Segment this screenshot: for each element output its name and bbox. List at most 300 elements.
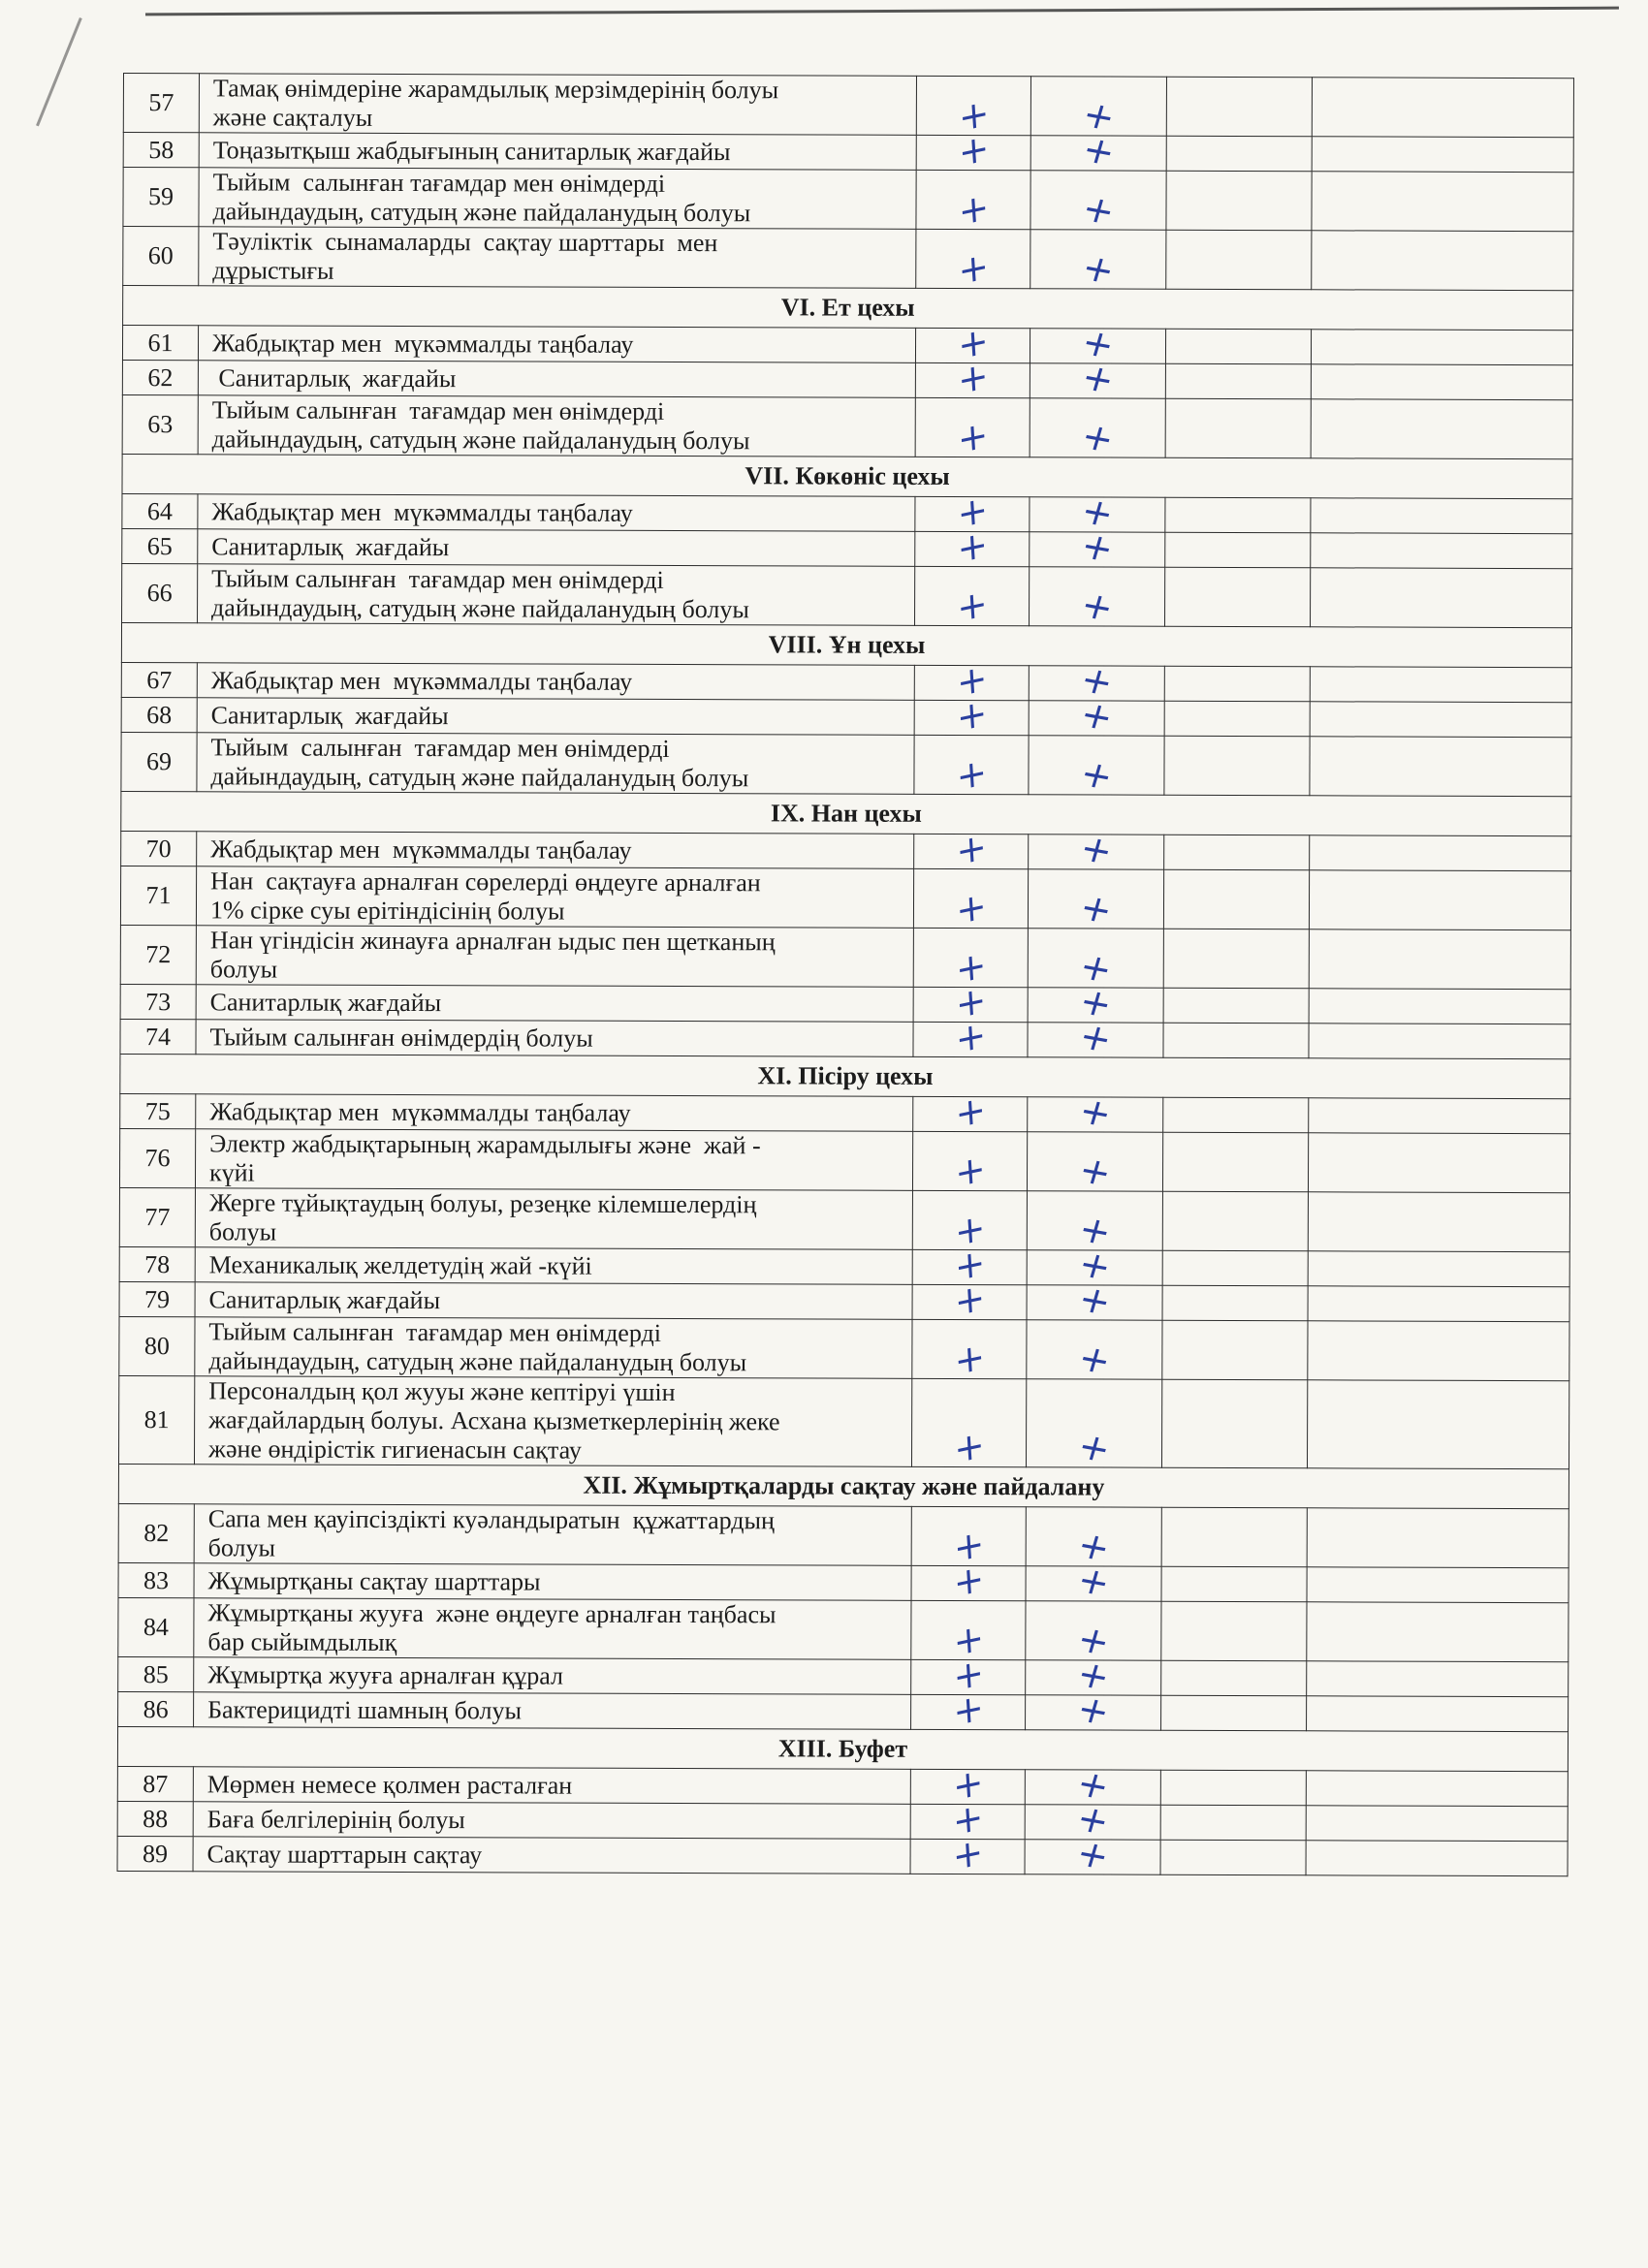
section-row — [123, 286, 1573, 331]
check-mark-cell-1 — [915, 397, 1030, 462]
table-row — [123, 168, 1573, 232]
criterion-cell — [198, 494, 915, 532]
criterion-line: Санитарлық жағдайы — [211, 362, 457, 393]
criterion-line: күйі — [208, 1158, 255, 1187]
criterion-line: Жұмыртқаны жууға және өңдеуге арналған таңбасы — [207, 1598, 776, 1629]
criterion-line: Нан үгіндісін жинауға арналған ыдыс пен щетканың — [209, 926, 776, 957]
handwritten-plus-mark: + — [952, 1556, 986, 1606]
row-number: 77 — [119, 1187, 195, 1246]
section-title: XII. Жұмыртқаларды сақтау және пайдалану — [118, 1464, 1569, 1508]
check-mark-cell-1 — [915, 566, 1030, 631]
criterion-line: Тыйым салынған тағамдар мен өнімдерді — [208, 1317, 662, 1347]
empty-cell-2 — [1307, 1380, 1569, 1469]
criterion-cell — [197, 733, 914, 795]
table-row — [121, 831, 1571, 870]
check-mark-cell-2 — [1029, 692, 1164, 740]
table-row — [120, 925, 1570, 989]
handwritten-plus-mark: + — [1072, 1424, 1116, 1471]
check-mark-cell-2 — [1030, 230, 1166, 293]
handwritten-plus-mark: + — [1074, 1014, 1117, 1061]
row-number: 67 — [121, 662, 197, 697]
criterion-line: Жұмыртқаны сақтау шарттары — [207, 1565, 541, 1596]
empty-cell-2 — [1310, 835, 1571, 871]
section-row — [121, 622, 1571, 667]
handwritten-plus-mark: + — [953, 1240, 987, 1290]
row-number: 61 — [122, 326, 198, 361]
handwritten-plus-mark: + — [1071, 1652, 1115, 1699]
check-mark-cell-2 — [1026, 1686, 1161, 1734]
section-title: IX. Нан цехы — [121, 791, 1571, 835]
check-mark-cell-1 — [916, 170, 1030, 235]
row-number: 76 — [119, 1128, 195, 1187]
criterion-line: жағдайлардың болуы. Асхана қызметкерлерінің жеке — [208, 1405, 780, 1436]
table-row — [122, 493, 1572, 533]
criterion-line: Мөрмен немесе қолмен расталған — [206, 1769, 573, 1800]
criterion-line: және өндірістік гигиенасын сақтау — [207, 1434, 582, 1465]
handwritten-plus-mark: + — [955, 521, 989, 572]
table-row — [118, 1375, 1569, 1468]
check-mark-cell-2 — [1029, 736, 1164, 799]
check-mark-cell-1 — [911, 1685, 1026, 1735]
row-number: 79 — [119, 1281, 195, 1316]
handwritten-plus-mark: + — [953, 1012, 988, 1062]
criterion-cell — [196, 1094, 913, 1132]
criterion-line: Тамақ өнімдеріне жарамдылық мерзімдерінің болуы — [212, 74, 779, 105]
handwritten-plus-mark: + — [951, 1615, 985, 1665]
section-title: XI. Пісіру цехы — [120, 1054, 1570, 1098]
handwritten-plus-mark: + — [1076, 488, 1119, 536]
criterion-cell — [195, 1247, 912, 1285]
empty-cell-2 — [1310, 702, 1571, 738]
section-row — [118, 1464, 1569, 1508]
criterion-line: Нан сақтауға арналған сөрелерді өңдеуге арналған — [210, 866, 761, 898]
criterion-cell — [198, 395, 915, 457]
handwritten-plus-mark: + — [1075, 583, 1119, 630]
handwritten-plus-mark: + — [1071, 1686, 1115, 1734]
handwritten-plus-mark: + — [951, 1650, 985, 1700]
criterion-cell — [196, 1020, 913, 1057]
empty-cell-1 — [1165, 532, 1311, 568]
row-number: 74 — [120, 1019, 196, 1054]
empty-cell-2 — [1307, 1567, 1569, 1603]
handwritten-plus-mark: + — [1072, 1523, 1116, 1570]
empty-cell-2 — [1307, 1661, 1569, 1697]
check-mark-cell-2 — [1030, 355, 1165, 402]
table-row — [118, 1656, 1569, 1696]
empty-cell-2 — [1308, 1286, 1569, 1322]
row-number: 78 — [119, 1246, 195, 1281]
empty-cell-2 — [1306, 1771, 1568, 1807]
empty-cell-2 — [1312, 137, 1573, 173]
handwritten-plus-mark: + — [954, 749, 989, 800]
handwritten-plus-mark: + — [953, 1275, 987, 1325]
criterion-cell — [196, 926, 913, 988]
check-mark-cell-1 — [915, 353, 1030, 403]
empty-cell-1 — [1160, 1805, 1306, 1841]
table-row — [119, 1316, 1569, 1380]
empty-cell-2 — [1309, 989, 1570, 1024]
handwritten-plus-mark: + — [955, 655, 989, 706]
handwritten-plus-mark: + — [954, 883, 988, 933]
empty-cell-1 — [1161, 1507, 1307, 1567]
empty-cell-2 — [1311, 498, 1572, 534]
check-mark-cell-2 — [1026, 1507, 1161, 1570]
criterion-cell — [193, 1767, 910, 1805]
criterion-cell — [195, 1129, 912, 1191]
check-mark-cell-2 — [1028, 929, 1163, 992]
criterion-line: Тыйым салынған тағамдар мен өнімдерді — [210, 733, 670, 763]
handwritten-plus-mark: + — [1076, 320, 1120, 367]
check-mark-cell-1 — [916, 76, 1030, 141]
row-number: 70 — [121, 831, 197, 866]
empty-cell-2 — [1308, 1192, 1569, 1252]
check-mark-cell-1 — [913, 928, 1028, 992]
criterion-cell — [196, 866, 913, 929]
check-mark-cell-1 — [911, 1378, 1026, 1472]
handwritten-plus-mark: + — [1071, 1761, 1115, 1809]
criterion-line: Тоңазытқыш жабдығының санитарлық жағдайы — [212, 135, 731, 166]
row-number: 66 — [122, 563, 198, 622]
check-mark-cell-2 — [1026, 1379, 1161, 1471]
criterion-cell — [195, 1282, 912, 1320]
table-row — [119, 1281, 1569, 1321]
empty-cell-2 — [1309, 1024, 1570, 1059]
section-title: XIII. Буфет — [117, 1726, 1568, 1771]
criterion-line: Санитарлық жағдайы — [208, 1284, 441, 1314]
table-row — [117, 1836, 1568, 1875]
empty-cell-2 — [1309, 1098, 1570, 1134]
check-mark-cell-1 — [912, 1275, 1027, 1325]
empty-cell-1 — [1160, 1770, 1306, 1806]
criterion-cell — [197, 663, 914, 701]
check-mark-cell-2 — [1025, 1831, 1160, 1878]
handwritten-plus-mark: + — [1076, 414, 1120, 461]
criterion-line: Бактерицидті шамның болуы — [207, 1694, 523, 1724]
criterion-line: Тыйым салынған өнімдердің болуы — [209, 1022, 593, 1053]
empty-cell-2 — [1308, 1133, 1569, 1193]
criterion-line: Жабдықтар мен мүкәммалды таңбалау — [210, 834, 632, 865]
empty-cell-1 — [1163, 1097, 1309, 1133]
row-number: 82 — [118, 1503, 194, 1562]
handwritten-plus-mark: + — [1075, 751, 1118, 799]
handwritten-plus-mark: + — [1075, 692, 1119, 740]
handwritten-plus-mark: + — [956, 353, 990, 403]
table-row — [120, 984, 1570, 1024]
criterion-line: дұрыстығы — [212, 256, 334, 285]
handwritten-plus-mark: + — [1077, 186, 1120, 234]
empty-cell-2 — [1307, 1696, 1569, 1732]
section-title: VIII. Ұн цехы — [121, 622, 1571, 667]
empty-cell-1 — [1161, 1601, 1307, 1661]
scan-edge-top — [145, 7, 1619, 24]
check-mark-cell-1 — [912, 1190, 1027, 1255]
handwritten-plus-mark: + — [1076, 245, 1120, 293]
check-mark-cell-1 — [914, 735, 1029, 800]
criterion-cell — [197, 832, 914, 869]
handwritten-plus-mark: + — [1074, 979, 1117, 1026]
empty-cell-1 — [1162, 1285, 1308, 1321]
criterion-line: дайындаудың, сатудың және пайдаланудың болуы — [210, 762, 749, 793]
criterion-line: Тыйым салынған тағамдар мен өнімдерді — [211, 564, 664, 594]
row-number: 73 — [120, 984, 196, 1019]
criterion-line: бар сыйымдылық — [207, 1627, 397, 1656]
criterion-line: Жерге тұйықтаудың болуы, резеңке кілемшелердің — [208, 1188, 757, 1219]
criterion-cell — [198, 564, 915, 626]
check-mark-cell-2 — [1028, 1088, 1163, 1136]
empty-cell-2 — [1312, 78, 1573, 138]
row-number: 75 — [120, 1093, 196, 1128]
check-mark-cell-2 — [1030, 523, 1165, 571]
criterion-line: Электр жабдықтарының жарамдылығы және жай - — [209, 1129, 761, 1160]
handwritten-plus-mark: + — [951, 1794, 985, 1844]
check-mark-cell-1 — [914, 824, 1029, 874]
handwritten-plus-mark: + — [1077, 92, 1121, 140]
table-row — [123, 74, 1573, 138]
handwritten-plus-mark: + — [1072, 1558, 1115, 1605]
handwritten-plus-mark: + — [1073, 1148, 1117, 1195]
empty-cell-1 — [1161, 1379, 1307, 1468]
check-mark-cell-2 — [1030, 77, 1166, 140]
criterion-cell — [196, 985, 913, 1023]
criterion-line: Санитарлық жағдайы — [210, 700, 449, 730]
criterion-line: 1% сірке суы ерітіндісінің болуы — [209, 896, 565, 926]
handwritten-plus-mark: + — [953, 1205, 987, 1255]
empty-cell-2 — [1311, 364, 1572, 400]
check-mark-cell-1 — [913, 1087, 1028, 1137]
section-row — [121, 791, 1571, 835]
criterion-line: Механикалық желдетудің жай -күйі — [208, 1249, 592, 1280]
table-row — [121, 732, 1571, 796]
criterion-cell — [193, 1802, 910, 1840]
empty-cell-2 — [1310, 667, 1571, 703]
handwritten-plus-mark: + — [1071, 1831, 1114, 1878]
handwritten-plus-mark: + — [955, 690, 989, 740]
check-mark-cell-2 — [1030, 171, 1166, 234]
empty-cell-1 — [1163, 1023, 1309, 1058]
criterion-line: Тыйым салынған тағамдар мен өнімдерді — [211, 395, 665, 425]
handwritten-plus-mark: + — [956, 184, 991, 235]
row-number: 81 — [118, 1375, 194, 1464]
handwritten-plus-mark: + — [952, 1422, 986, 1472]
check-mark-cell-1 — [913, 1012, 1028, 1062]
criterion-line: дайындаудың, сатудың және пайдаланудың болуы — [211, 593, 749, 624]
table-row — [118, 1562, 1569, 1602]
empty-cell-2 — [1307, 1508, 1569, 1568]
check-mark-cell-2 — [1027, 1320, 1162, 1383]
criterion-cell — [199, 74, 916, 136]
empty-cell-1 — [1165, 497, 1311, 533]
criterion-line: Сақтау шарттарын сақтау — [206, 1839, 483, 1869]
handwritten-plus-mark: + — [956, 412, 990, 462]
handwritten-plus-mark: + — [951, 1759, 985, 1810]
row-number: 83 — [118, 1562, 194, 1597]
handwritten-plus-mark: + — [1077, 127, 1121, 174]
handwritten-plus-mark: + — [955, 487, 989, 537]
table-row — [118, 1503, 1569, 1567]
handwritten-plus-mark: + — [951, 1829, 985, 1879]
handwritten-plus-mark: + — [953, 1087, 987, 1137]
empty-cell-2 — [1312, 231, 1573, 291]
handwritten-plus-mark: + — [951, 1685, 985, 1735]
table-row — [118, 1597, 1569, 1661]
criterion-cell — [194, 1657, 911, 1695]
handwritten-plus-mark: + — [954, 977, 988, 1027]
table-row — [119, 1187, 1569, 1251]
handwritten-plus-mark: + — [1076, 355, 1120, 402]
criterion-cell — [193, 1837, 910, 1874]
empty-cell-1 — [1163, 988, 1309, 1024]
criterion-cell — [194, 1376, 911, 1467]
empty-cell-2 — [1308, 1251, 1569, 1287]
check-mark-cell-1 — [916, 125, 1030, 175]
empty-cell-1 — [1164, 666, 1310, 702]
handwritten-plus-mark: + — [1075, 523, 1119, 571]
handwritten-plus-mark: + — [1071, 1796, 1115, 1843]
section-title: VI. Ет цехы — [123, 286, 1573, 331]
empty-cell-1 — [1162, 1132, 1308, 1192]
check-mark-cell-2 — [1029, 826, 1164, 873]
table-row — [123, 227, 1573, 291]
criterion-line: дайындаудың, сатудың және пайдаланудың болуы — [211, 425, 750, 456]
empty-cell-2 — [1310, 737, 1571, 797]
handwritten-plus-mark: + — [956, 243, 990, 294]
row-number: 63 — [122, 394, 198, 454]
check-mark-cell-1 — [912, 1131, 1027, 1196]
empty-cell-2 — [1311, 568, 1572, 628]
handwritten-plus-mark: + — [1074, 885, 1118, 932]
empty-cell-2 — [1307, 1602, 1569, 1662]
empty-cell-1 — [1166, 171, 1312, 231]
table-row — [117, 1766, 1568, 1806]
row-number: 72 — [120, 925, 196, 984]
section-title: VII. Көкөніс цехы — [122, 454, 1572, 498]
criterion-cell — [194, 1598, 911, 1660]
row-number: 64 — [122, 493, 198, 528]
criterion-line: Жабдықтар мен мүкәммалды таңбалау — [211, 328, 634, 359]
check-mark-cell-2 — [1030, 398, 1165, 461]
empty-cell-2 — [1312, 172, 1573, 232]
row-number: 65 — [122, 528, 198, 563]
criterion-line: және сақталуы — [212, 103, 373, 132]
handwritten-plus-mark: + — [956, 318, 990, 368]
section-row — [120, 1054, 1570, 1098]
criterion-line: Жабдықтар мен мүкәммалды таңбалау — [210, 665, 633, 696]
empty-cell-2 — [1311, 399, 1572, 459]
handwritten-plus-mark: + — [957, 125, 991, 175]
criterion-line: Санитарлық жағдайы — [209, 987, 442, 1017]
row-number: 68 — [121, 697, 197, 732]
table-row — [117, 1801, 1568, 1841]
checklist-rows — [117, 74, 1573, 1879]
empty-cell-1 — [1164, 736, 1310, 796]
handwritten-plus-mark: + — [1073, 1336, 1116, 1383]
check-mark-cell-2 — [1026, 1558, 1161, 1605]
criterion-cell — [198, 529, 915, 567]
empty-cell-1 — [1165, 567, 1311, 627]
empty-cell-1 — [1162, 1250, 1308, 1286]
criterion-cell — [197, 698, 914, 736]
row-number: 60 — [123, 227, 199, 286]
empty-cell-1 — [1165, 363, 1311, 399]
empty-cell-2 — [1306, 1841, 1568, 1876]
criterion-line: Баға белгілерінің болуы — [206, 1804, 465, 1834]
row-number: 71 — [120, 866, 196, 925]
empty-cell-1 — [1163, 929, 1309, 989]
empty-cell-1 — [1166, 77, 1312, 137]
table-row — [122, 528, 1572, 568]
empty-cell-1 — [1162, 1191, 1308, 1251]
criterion-line: болуы — [209, 955, 278, 984]
empty-cell-1 — [1161, 1566, 1307, 1602]
empty-cell-1 — [1164, 701, 1310, 737]
table-row — [120, 866, 1570, 929]
handwritten-plus-mark: + — [1074, 826, 1118, 873]
check-mark-cell-1 — [915, 521, 1030, 572]
empty-cell-2 — [1308, 1321, 1569, 1381]
table-row — [122, 326, 1572, 365]
handwritten-plus-mark: + — [1073, 1276, 1116, 1324]
row-number: 84 — [118, 1597, 194, 1656]
empty-cell-1 — [1160, 1840, 1306, 1875]
criterion-cell — [199, 133, 916, 171]
check-mark-cell-2 — [1027, 1276, 1162, 1324]
handwritten-plus-mark: + — [952, 1334, 986, 1384]
table-row — [123, 133, 1573, 173]
empty-cell-2 — [1309, 870, 1570, 930]
empty-cell-1 — [1163, 869, 1309, 929]
check-mark-cell-1 — [913, 868, 1028, 933]
handwritten-plus-mark: + — [1073, 1242, 1117, 1289]
criterion-line: Жұмыртқа жууға арналған құрал — [207, 1659, 564, 1690]
check-mark-cell-2 — [1030, 567, 1165, 630]
empty-cell-1 — [1164, 835, 1310, 870]
empty-cell-1 — [1166, 230, 1312, 290]
row-number: 62 — [122, 360, 198, 394]
criterion-line: Жабдықтар мен мүкәммалды таңбалау — [211, 496, 633, 527]
table-row — [119, 1128, 1569, 1192]
section-row — [117, 1726, 1568, 1771]
check-mark-cell-1 — [911, 1600, 1026, 1665]
criterion-cell — [195, 1317, 912, 1379]
criterion-cell — [198, 326, 915, 363]
row-number: 57 — [123, 74, 199, 133]
criterion-cell — [194, 1504, 911, 1566]
empty-cell-1 — [1166, 136, 1312, 172]
handwritten-plus-mark: + — [957, 90, 991, 141]
handwritten-plus-mark: + — [1075, 657, 1119, 705]
table-row — [121, 697, 1571, 737]
handwritten-plus-mark: + — [1072, 1617, 1115, 1664]
table-row — [120, 1093, 1570, 1133]
section-row — [122, 454, 1572, 498]
row-number: 88 — [117, 1801, 193, 1836]
check-mark-cell-2 — [1028, 869, 1163, 932]
check-mark-cell-1 — [911, 1506, 1026, 1571]
row-number: 58 — [123, 133, 199, 168]
handwritten-plus-mark: + — [952, 1521, 986, 1571]
criterion-line: Жабдықтар мен мүкәммалды таңбалау — [209, 1096, 631, 1127]
row-number: 85 — [118, 1656, 194, 1691]
criterion-line: болуы — [208, 1217, 277, 1246]
check-mark-cell-2 — [1026, 1601, 1161, 1664]
handwritten-plus-mark: + — [955, 581, 989, 631]
handwritten-plus-mark: + — [1073, 1207, 1117, 1254]
empty-cell-2 — [1311, 330, 1572, 365]
table-row — [120, 1019, 1570, 1058]
check-mark-cell-1 — [914, 690, 1029, 740]
criterion-line: Сапа мен қауіпсіздікті куәландыратын құжаттардың — [207, 1504, 775, 1535]
criterion-line: Санитарлық жағдайы — [211, 531, 450, 561]
